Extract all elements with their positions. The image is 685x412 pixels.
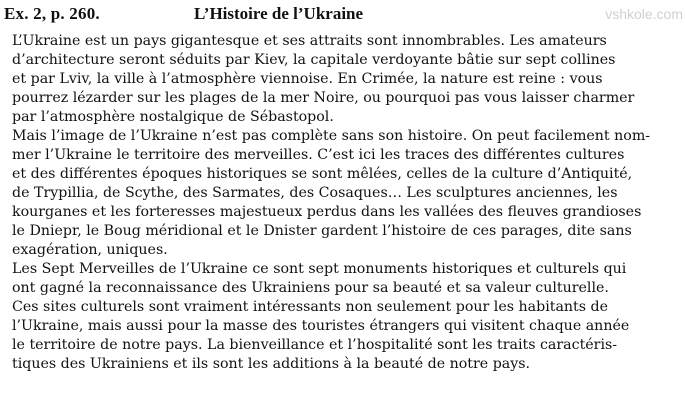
text-line: Mais l’image de l’Ukraine n’est pas complète sans son histoire. On peut facilement nom- [12,128,651,144]
watermark: vshkole.com [605,6,683,22]
text-line: l’Ukraine, mais aussi pour la masse des touristes étrangers qui visitent chaque année [12,318,630,334]
text-line: kourganes et les forteresses majestueux perdus dans les vallées des fleuves grandioses [12,204,642,220]
text-line: d’architecture seront séduits par Kiev, la capitale verdoyante bâtie sur sept collines [12,52,616,68]
text-line: L’Ukraine est un pays gigantesque et ses attraits sont innombrables. Les amateurs [12,33,607,49]
text-line: pourrez lézarder sur les plages de la mer Noire, ou pourquoi pas vous laisser charmer [12,90,635,106]
text-line: et par Lviv, la ville à l’atmosphère viennoise. En Crimée, la nature est reine : vous [12,71,603,87]
text-line: mer l’Ukraine le territoire des merveilles. C’est ici les traces des différentes cultures [12,147,625,163]
text-line: et des différentes époques historiques se sont mêlées, celles de la culture d’Antiquité, [12,166,633,182]
exercise-reference: Ex. 2, p. 260. [4,4,100,23]
text-line: le territoire de notre pays. La bienveillance et l’hospitalité sont les traits caractéris- [12,337,618,353]
text-line: Les Sept Merveilles de l’Ukraine ce sont sept monuments historiques et culturels qui [12,261,627,277]
text-line: de Trypillia, de Scythe, des Sarmates, des Cosaques… Les sculptures anciennes, les [12,185,618,201]
page-title: L’Histoire de l’Ukraine [194,4,364,23]
text-line: par l’atmosphère nostalgique de Sébastopol. [12,109,334,125]
text-line: le Dniepr, le Boug méridional et le Dnister gardent l’histoire de ces parages, dite sans [12,223,632,239]
text-line: exagération, uniques. [12,242,168,258]
text-line: ont gagné la reconnaissance des Ukrainiens pour sa beauté et sa valeur culturelle. [12,280,609,296]
text-line: Ces sites culturels sont vraiment intéressants non seulement pour les habitants de [12,299,609,315]
text-line: tiques des Ukrainiens et ils sont les additions à la beauté de notre pays. [12,356,531,372]
